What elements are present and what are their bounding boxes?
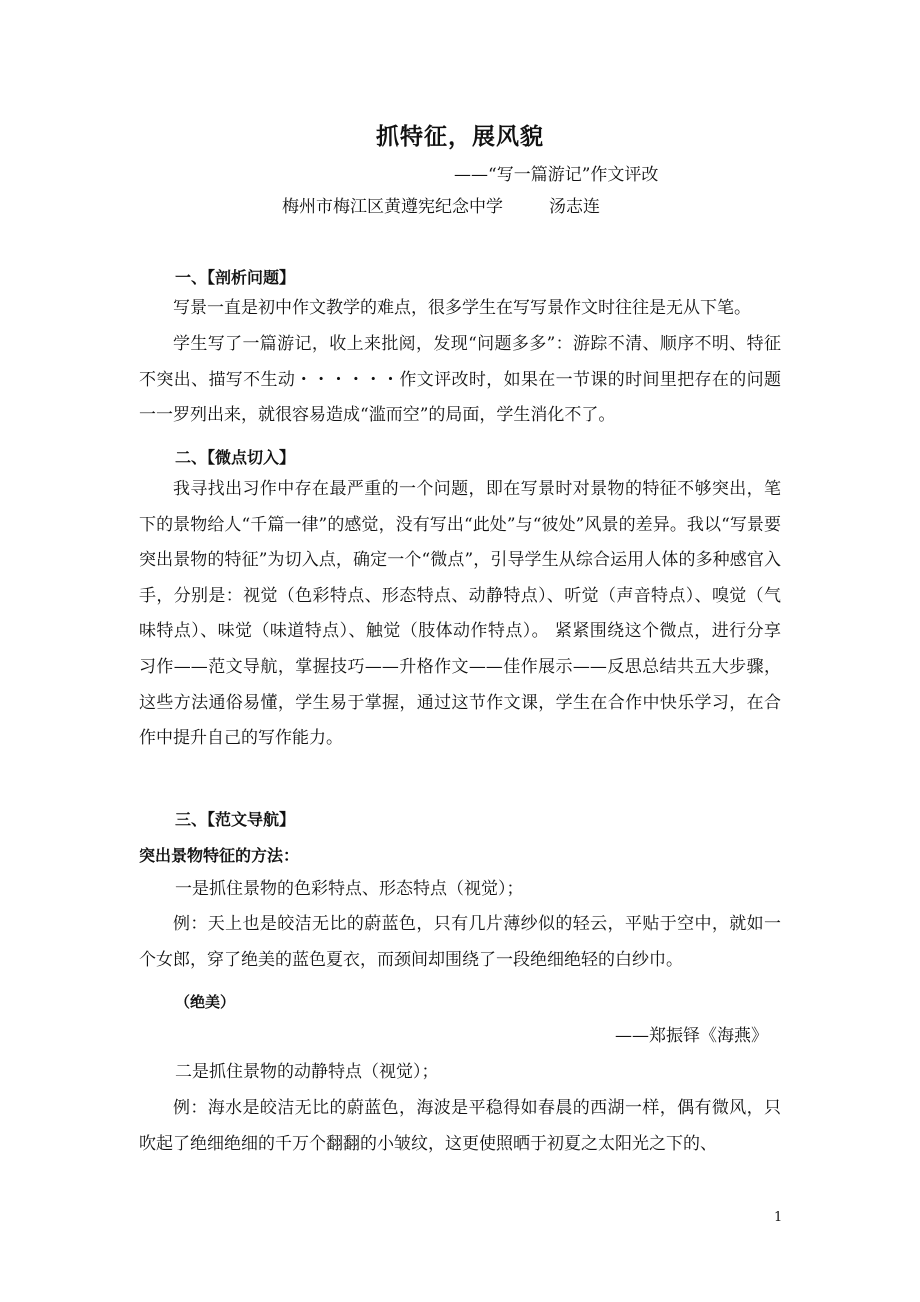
method-2-lead: 二是抓住景物的动静特点（视觉）； [175, 1062, 439, 1082]
method-2-example: 例：海水是皎洁无比的蔚蓝色，海波是平稳得如春晨的西湖一样，偶有微风，只吹起了绝细绝细的千万个翻翻的小皱纹，这更使照晒于初夏之太阳光之下的、 [139, 1098, 781, 1154]
method-1-citation: ——郑振铎《海燕》 [615, 1026, 768, 1046]
section-heading-1: 一、【剖析问题】 [175, 268, 296, 287]
method-1-lead: 一是抓住景物的色彩特点、形态特点（视觉）； [175, 879, 524, 899]
method-1-note: （绝美） [175, 993, 236, 1011]
section-1-paragraph-2: 学生写了一篇游记，收上来批阅，发现“问题多多”：游踪不清、顺序不明、特征不突出、描写不生动・・・・・・作文评改时，如果在一节课的时间里把存在的问题一一罗列出来，就很容易造成“滥而空”的局面，学生消化不了。 [139, 334, 781, 426]
section-3-subheading: 突出景物特征的方法： [139, 846, 300, 865]
document-title: 抓特征，展风貌 [376, 124, 544, 150]
author-name: 汤志连 [549, 197, 600, 217]
author-school: 梅州市梅江区黄遵宪纪念中学 [282, 197, 503, 217]
document-subtitle: ——“写一篇游记”作文评改 [454, 165, 659, 185]
section-heading-3: 三、【范文导航】 [175, 810, 296, 829]
section-2-paragraph-1: 我寻找出习作中存在最严重的一个问题，即在写景时对景物的特征不够突出，笔下的景物给人“千篇一律”的感觉，没有写出“此处”与“彼处”风景的差异。我以“写景要突出景物的特征”为切入点，确定一个“微点”，引导学生从综合运用人体的多种感官入手，分别是：视觉（色彩特点、形态特点、动静特点）、听觉（声音特点）、嗅觉（气味特点）、味觉（味道特点）、触觉（肢体动作特点）。 紧紧围绕这个微点，进行分享习作——范文导航，掌握技巧——升格作文——佳作展示——反思总结共五大步骤，这些方法通俗易懂，学生易于掌握，通过这节作文课，学生在合作中快乐学习，在合作中提升自己的写作能力。 [139, 479, 781, 749]
author-line [282, 192, 600, 217]
section-1-paragraph-1: 写景一直是初中作文教学的难点，很多学生在写写景作文时往往是无从下笔。 [173, 298, 751, 318]
page-number: 1 [774, 1210, 783, 1225]
section-heading-2: 二、【微点切入】 [175, 448, 296, 467]
method-1-example: 例：天上也是皎洁无比的蔚蓝色，只有几片薄纱似的轻云，平贴于空中，就如一个女郎，穿了绝美的蓝色夏衣，而颈间却围绕了一段绝细绝轻的白纱巾。 [139, 914, 781, 970]
